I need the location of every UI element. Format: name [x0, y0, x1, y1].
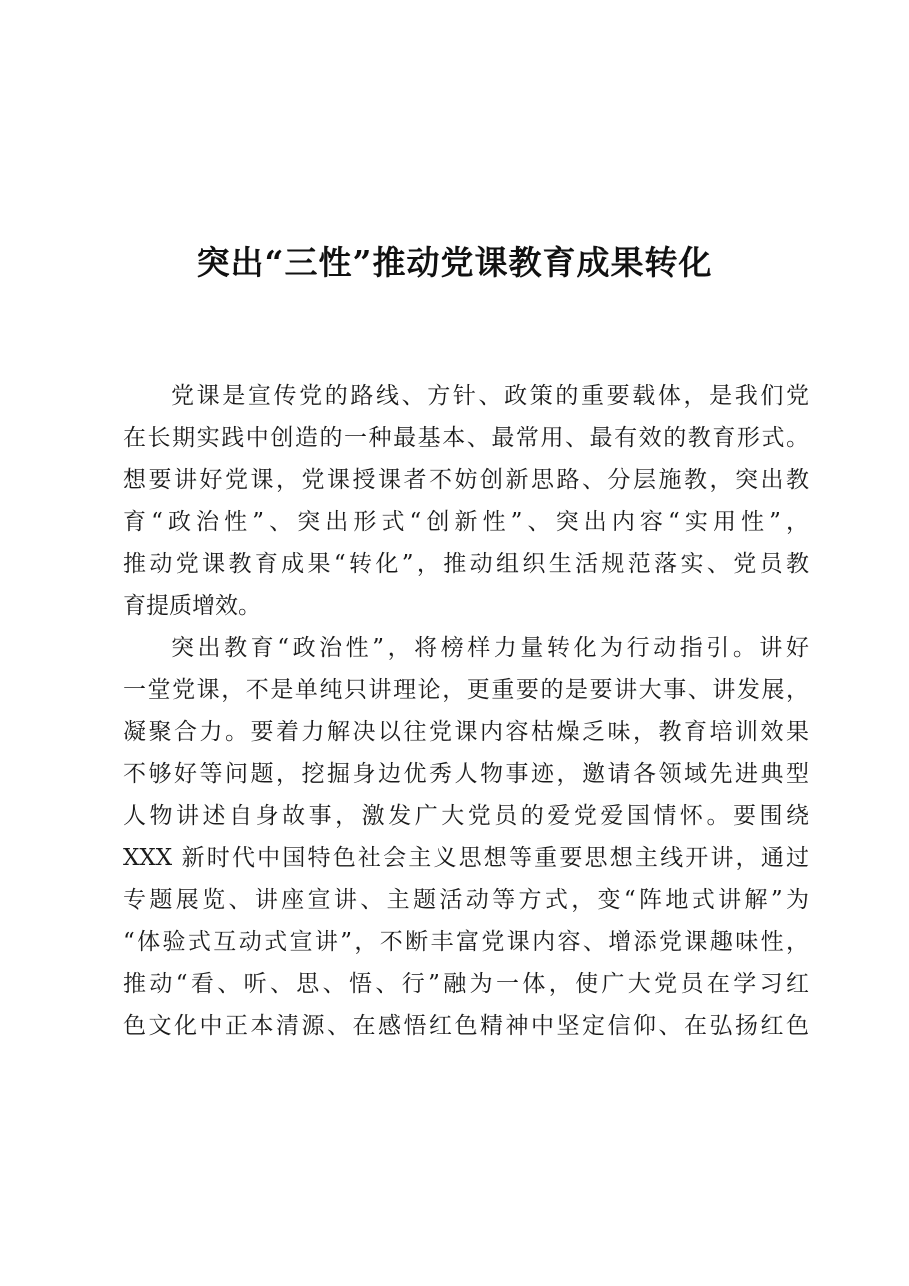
- paragraph-2-line-10: 色文化中正本清源、在感悟红色精神中坚定信仰、在弘扬红色: [123, 1013, 809, 1039]
- document-title: 突出“三性”推动党课教育成果转化: [196, 243, 713, 282]
- paragraph-2-line-6: XXX 新时代中国特色社会主义思想等重要思想主线开讲，通过: [123, 845, 809, 871]
- paragraph-1-line-5: 推动党课教育成果“转化”，推动组织生活规范落实、党员教: [123, 551, 809, 577]
- paragraph-1-line-2: 在长期实践中创造的一种最基本、最常用、最有效的教育形式。: [123, 425, 809, 451]
- document-body: [123, 375, 809, 1047]
- paragraph-1-line-6: 育提质增效。: [123, 593, 261, 619]
- paragraph-2-line-2: 一堂党课，不是单纯只讲理论，更重要的是要讲大事、讲发展，: [123, 677, 809, 703]
- paragraph-2-line-1: 突出教育“政治性”，将榜样力量转化为行动指引。讲好: [171, 635, 809, 661]
- paragraph-2-line-4: 不够好等问题，挖掘身边优秀人物事迹，邀请各领域先进典型: [123, 761, 809, 787]
- paragraph-2-line-3: 凝聚合力。要着力解决以往党课内容枯燥乏味，教育培训效果: [123, 719, 809, 745]
- paragraph-2-line-5: 人物讲述自身故事，激发广大党员的爱党爱国情怀。要围绕: [123, 803, 809, 829]
- paragraph-1-line-3: 想要讲好党课，党课授课者不妨创新思路、分层施教，突出教: [123, 467, 809, 493]
- paragraph-2-line-8: “体验式互动式宣讲”，不断丰富党课内容、增添党课趣味性，: [123, 929, 809, 955]
- paragraph-2-line-7: 专题展览、讲座宣讲、主题活动等方式，变“阵地式讲解”为: [123, 887, 809, 913]
- paragraph-1-line-1: 党课是宣传党的路线、方针、政策的重要载体，是我们党: [171, 383, 809, 409]
- paragraph-1-line-4: 育“政治性”、突出形式“创新性”、突出内容“实用性”，: [123, 509, 809, 535]
- paragraph-2-line-9: 推动“看、听、思、悟、行”融为一体，使广大党员在学习红: [123, 971, 809, 997]
